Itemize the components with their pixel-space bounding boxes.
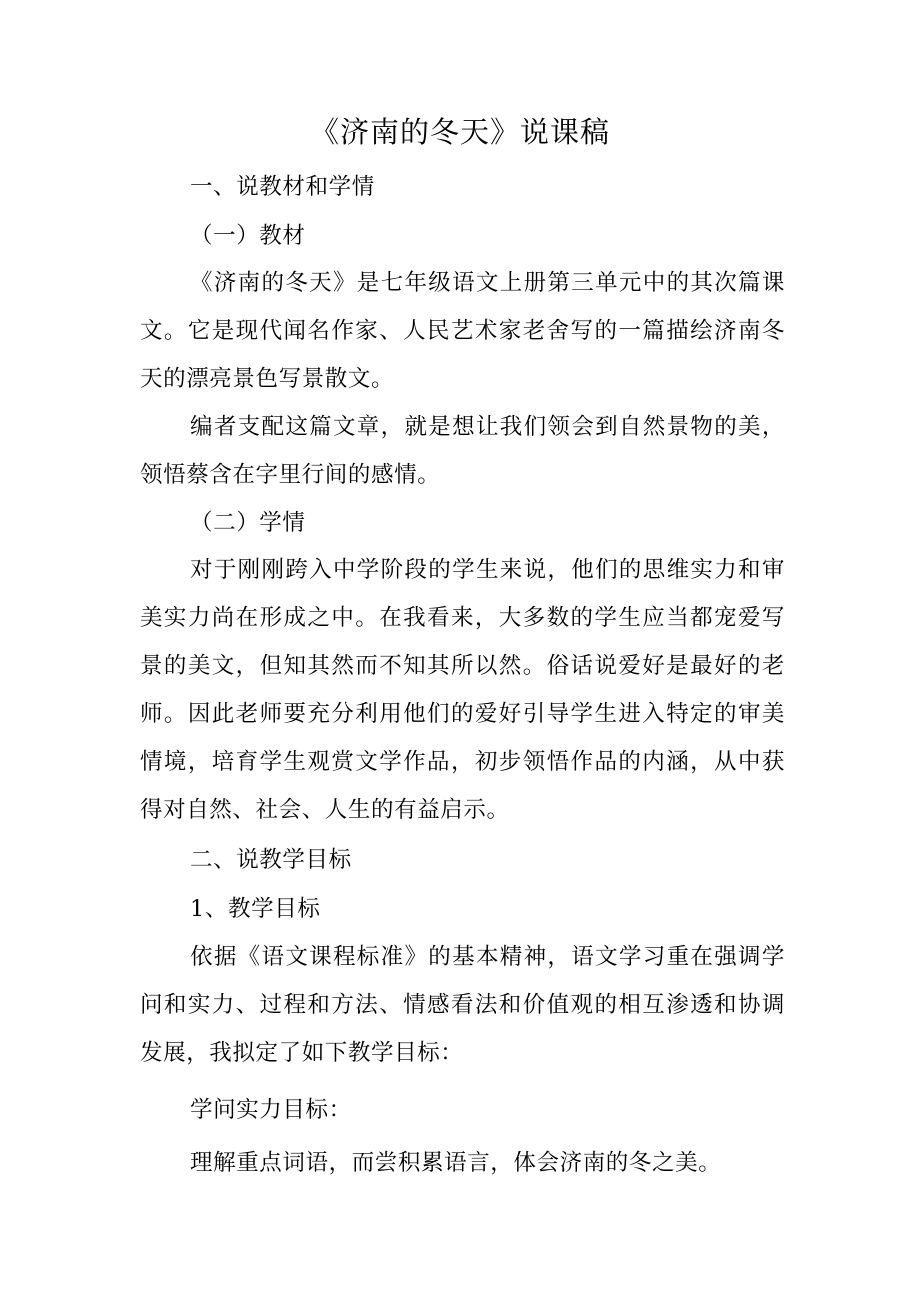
paragraph-textbook-intro: 《济南的冬天》是七年级语文上册第三单元中的其次篇课文。它是现代闻名作家、人民艺术家老舍写的一篇描绘济南冬天的漂亮景色写景散文。 — [140, 270, 785, 392]
goal-heading-knowledge: 学问实力目标： — [190, 1097, 352, 1123]
goal-text-knowledge: 理解重点词语，而尝积累语言，体会济南的冬之美。 — [190, 1150, 722, 1176]
section-heading-1: 一、说教材和学情 — [190, 174, 375, 200]
section-heading-2: 二、说教学目标 — [190, 847, 352, 873]
paragraph-textbook-purpose: 编者支配这篇文章，就是想让我们领会到自然景物的美，领悟蔡含在字里行间的感情。 — [140, 414, 785, 488]
document-title: 《济南的冬天》说课稿 — [309, 115, 610, 149]
subsection-heading-students: （二）学情 — [190, 510, 306, 536]
paragraph-students: 对于刚刚跨入中学阶段的学生来说，他们的思维实力和审美实力尚在形成之中。在我看来，大多数的学生应当都宠爱写景的美文，但知其然而不知其所以然。俗话说爱好是最好的老师。因此老师要充分利用他们的爱好引导学生进入特定的审美情境，培育学生观赏文学作品，初步领悟作品的内涵，从中获得对自然、社会、人生的有益启示。 — [140, 557, 785, 823]
subsection-heading-textbook: （一）教材 — [190, 223, 306, 249]
paragraph-goals-intro: 依据《语文课程标准》的基本精神，语文学习重在强调学问和实力、过程和方法、情感看法和价值观的相互渗透和协调发展，我拟定了如下教学目标： — [140, 944, 785, 1066]
subsection-heading-goals: 1、教学目标 — [190, 896, 321, 922]
